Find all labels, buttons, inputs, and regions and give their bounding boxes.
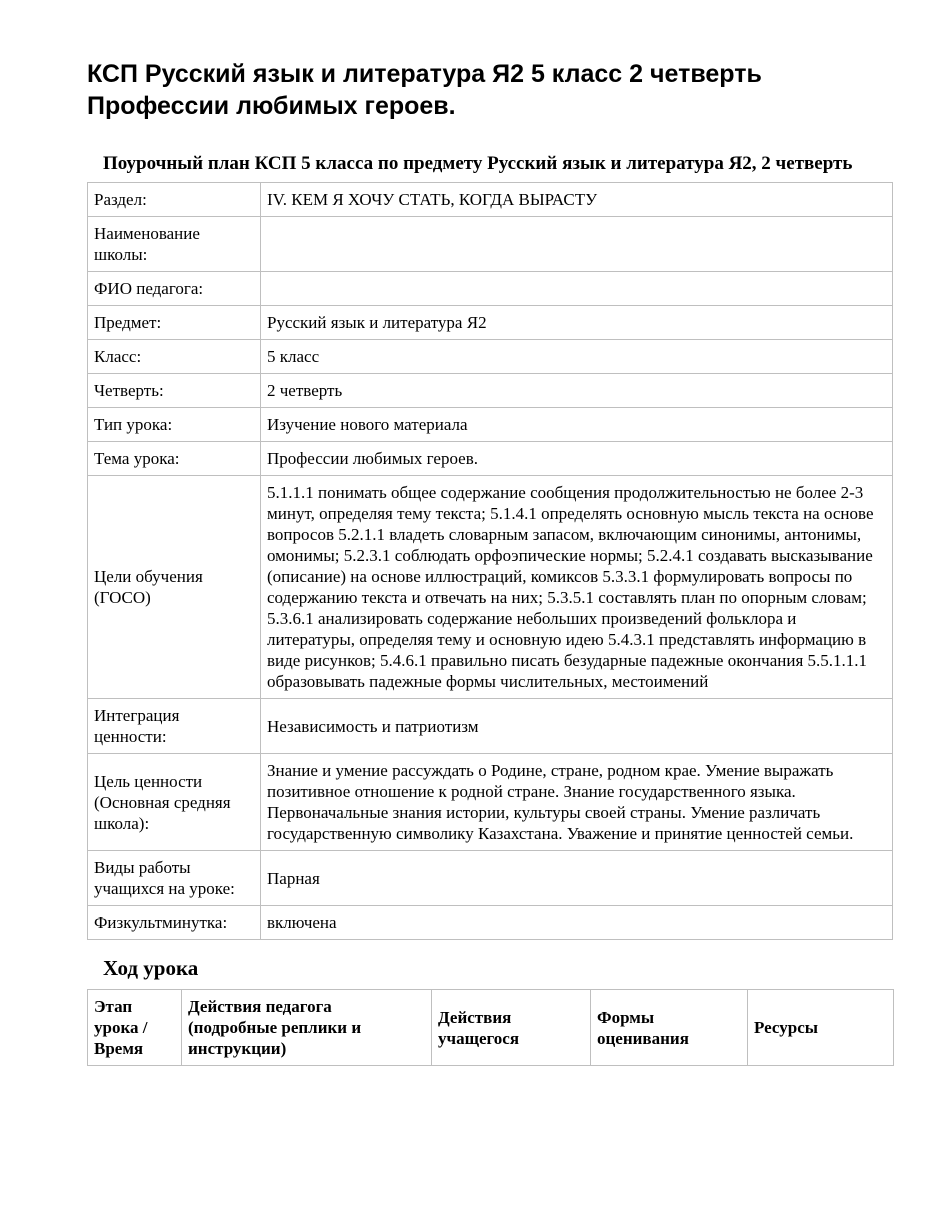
- info-label: Класс:: [88, 340, 261, 374]
- info-row-lesson-topic: [88, 442, 893, 476]
- document-title: [87, 58, 893, 122]
- info-value: Независимость и патриотизм: [261, 699, 893, 754]
- info-row-section: [88, 183, 893, 217]
- info-row-exercise-break: [88, 906, 893, 940]
- lesson-flow-header-row: [88, 990, 894, 1066]
- document-title-line-2: Профессии любимых героев.: [87, 92, 456, 120]
- column-header-teacher-actions: Действия педагога (подробные реплики и инструкции): [182, 990, 432, 1066]
- lesson-flow-table: [87, 989, 894, 1066]
- info-value: Изучение нового материала: [261, 408, 893, 442]
- info-label: Раздел:: [88, 183, 261, 217]
- info-label: ФИО педагога:: [88, 272, 261, 306]
- info-label: Интеграция ценности:: [88, 699, 261, 754]
- info-row-lesson-type: [88, 408, 893, 442]
- column-header-student-actions: Действия учащегося: [432, 990, 591, 1066]
- column-header-assessment: Формы оценивания: [591, 990, 748, 1066]
- info-value: Русский язык и литература Я2: [261, 306, 893, 340]
- info-label: Предмет:: [88, 306, 261, 340]
- info-label: Цель ценности (Основная средняя школа):: [88, 754, 261, 851]
- info-value: включена: [261, 906, 893, 940]
- info-label: Физкультминутка:: [88, 906, 261, 940]
- info-label: Цели обучения (ГОСО): [88, 476, 261, 699]
- column-header-stage: Этап урока / Время: [88, 990, 182, 1066]
- info-row-school: [88, 217, 893, 272]
- info-label: Виды работы учащихся на уроке:: [88, 851, 261, 906]
- info-row-work-types: [88, 851, 893, 906]
- info-row-teacher: [88, 272, 893, 306]
- info-value: 5.1.1.1 понимать общее содержание сообщения продолжительностью не более 2-3 минут, определяя тему текста; 5.1.4.1 определять основную мысль текста на основе вопросов 5.2.1.1 владеть словарным запасом, включающим синонимы, антонимы, омонимы; 5.2.3.1 соблюдать орфоэпические нормы; 5.2.4.1 создавать высказывание (описание) на основе иллюстраций, комиксов 5.3.3.1 формулировать вопросы по содержанию текста и отвечать на них; 5.3.5.1 составлять план по опорным словам; 5.3.6.1 анализировать содержание небольших произведений фольклора и литературы, определяя тему и основную идею 5.4.3.1 представлять информацию в виде рисунков; 5.4.6.1 правильно писать безударные падежные окончания 5.5.1.1.1 образовывать падежные формы числительных, местоимений: [261, 476, 893, 699]
- info-value: Знание и умение рассуждать о Родине, стране, родном крае. Умение выражать позитивное отношение к родной стране. Знание государственного языка. Первоначальные знания истории, культуры своей страны. Умение различать государственную символику Казахстана. Уважение и принятие ценностей семьи.: [261, 754, 893, 851]
- column-header-resources: Ресурсы: [748, 990, 894, 1066]
- info-value: [261, 272, 893, 306]
- info-row-value-integration: [88, 699, 893, 754]
- info-label: Тип урока:: [88, 408, 261, 442]
- info-row-quarter: [88, 374, 893, 408]
- document-title-line-1: КСП Русский язык и литература Я2 5 класс 2 четверть: [87, 60, 762, 88]
- info-value: [261, 217, 893, 272]
- document-page: [87, 58, 893, 1066]
- plan-heading: Поурочный план КСП 5 класса по предмету Русский язык и литература Я2, 2 четверть: [103, 153, 853, 174]
- info-label: Тема урока:: [88, 442, 261, 476]
- info-row-subject: [88, 306, 893, 340]
- info-value: 5 класс: [261, 340, 893, 374]
- info-row-learning-goals: [88, 476, 893, 699]
- info-label: Четверть:: [88, 374, 261, 408]
- info-value: Профессии любимых героев.: [261, 442, 893, 476]
- info-value: 2 четверть: [261, 374, 893, 408]
- info-value: Парная: [261, 851, 893, 906]
- info-row-grade: [88, 340, 893, 374]
- lesson-flow-heading: Ход урока: [103, 956, 199, 980]
- lesson-info-table: [87, 182, 893, 940]
- info-label: Наименование школы:: [88, 217, 261, 272]
- info-row-value-goal: [88, 754, 893, 851]
- info-value: IV. КЕМ Я ХОЧУ СТАТЬ, КОГДА ВЫРАСТУ: [261, 183, 893, 217]
